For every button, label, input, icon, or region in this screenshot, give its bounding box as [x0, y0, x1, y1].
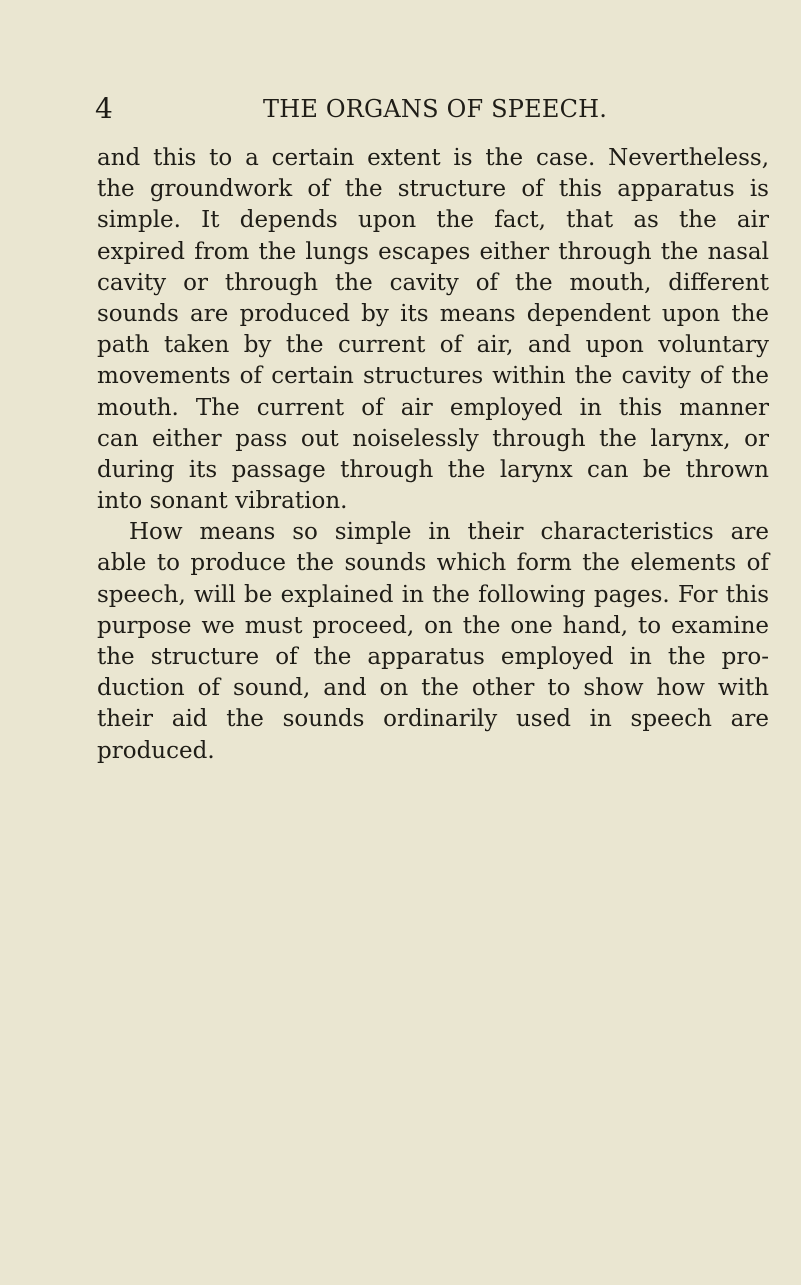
text-line: produced.: [97, 737, 215, 764]
text-line: sounds are produced by its means dependent upon the: [97, 300, 769, 327]
page-number: 4: [95, 92, 113, 125]
paragraph-2: [97, 517, 769, 767]
text-line: simple. It depends upon the fact, that as the air: [97, 207, 769, 234]
text-line: speech, will be explained in the following pages. For this: [97, 581, 769, 608]
text-line: cavity or through the cavity of the mouth, different: [97, 269, 769, 296]
text-line: the groundwork of the structure of this apparatus is: [97, 176, 769, 203]
text-line: into sonant vibration.: [97, 488, 348, 515]
text-line: the structure of the apparatus employed in the pro-: [97, 644, 769, 670]
text-line: How means so simple in their characteristics are: [129, 519, 769, 546]
running-title: THE ORGANS OF SPEECH.: [263, 95, 608, 123]
text-line: mouth. The current of air employed in this manner: [97, 394, 769, 421]
text-line: expired from the lungs escapes either through the nasal: [97, 238, 769, 265]
text-line: during its passage through the larynx can be thrown: [97, 456, 769, 483]
text-line: path taken by the current of air, and upon voluntary: [97, 332, 769, 359]
text-line: able to produce the sounds which form the elements of: [97, 550, 769, 577]
text-line: their aid the sounds ordinarily used in speech are: [97, 706, 769, 733]
paragraph-1: [97, 143, 769, 517]
text-line: movements of certain structures within the cavity of the: [97, 363, 769, 390]
body-text: [97, 143, 769, 767]
text-line: purpose we must proceed, on the one hand, to examine: [97, 612, 769, 639]
text-line: can either pass out noiselessly through the larynx, or: [97, 425, 769, 452]
running-head: [95, 91, 775, 127]
text-line: duction of sound, and on the other to show how with: [97, 675, 769, 702]
text-line: and this to a certain extent is the case. Nevertheless,: [97, 145, 769, 171]
